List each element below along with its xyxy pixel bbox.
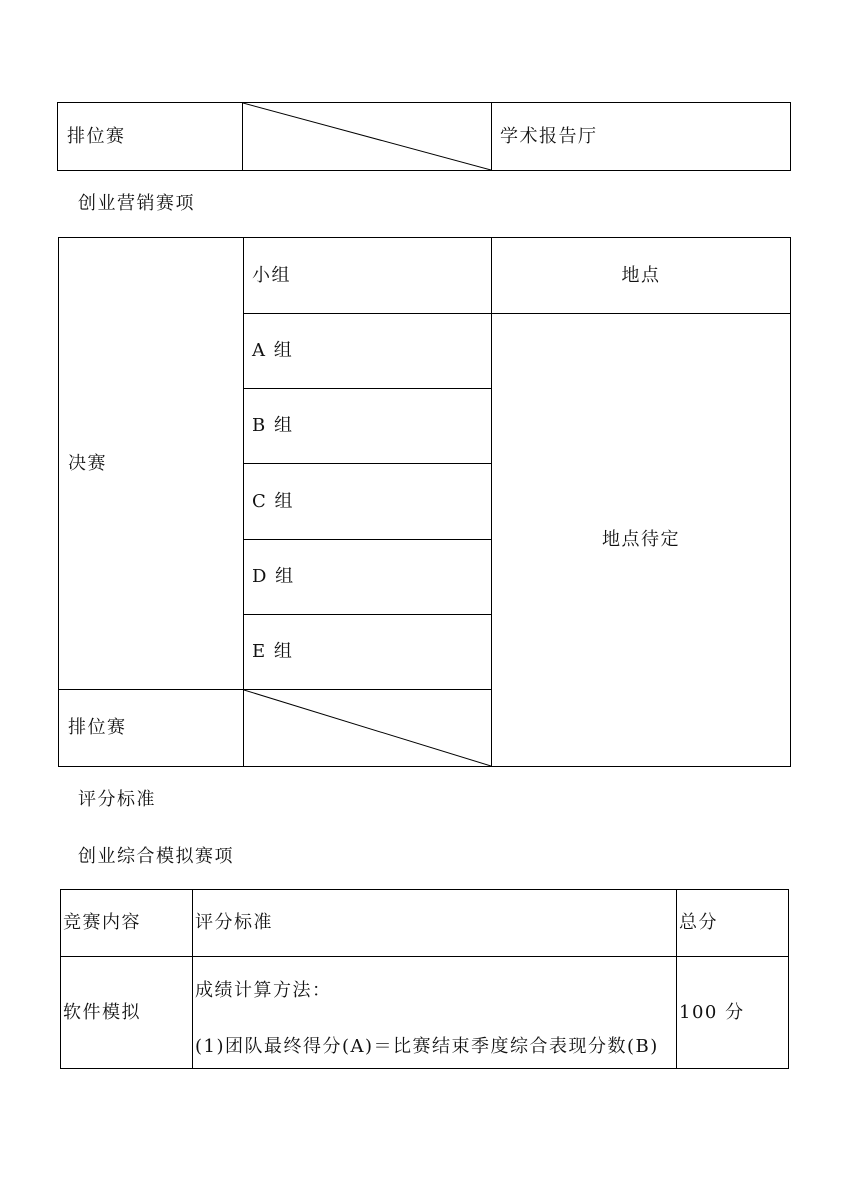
group-header-cell: 小组 (244, 238, 492, 314)
criteria-line: (1)团队最终得分(A)＝比赛结束季度综合表现分数(B) (195, 1036, 659, 1057)
total-cell: 100 分 (677, 957, 789, 1069)
final-label-cell: 决赛 (59, 238, 244, 690)
ranking-label-cell: 排位赛 (58, 103, 243, 171)
group-cell-e: E 组 (244, 615, 492, 690)
location-value-cell: 地点待定 (492, 314, 791, 767)
table-row (58, 103, 791, 171)
group-cell-b: B 组 (244, 389, 492, 464)
section-title-marketing: 创业营销赛项 (78, 193, 195, 214)
diagonal-cell (244, 690, 492, 767)
header-total-cell: 总分 (677, 890, 789, 957)
header-criteria-cell: 评分标准 (193, 890, 677, 957)
table-header-row (61, 890, 789, 957)
location-header-cell: 地点 (492, 238, 791, 314)
diagonal-line-icon (244, 690, 491, 766)
table-header-row (59, 238, 791, 314)
scoring-heading: 评分标准 (78, 789, 156, 810)
group-cell-a: A 组 (244, 314, 492, 389)
content-cell: 软件模拟 (61, 957, 193, 1069)
group-cell-d: D 组 (244, 540, 492, 615)
marketing-schedule-table (58, 237, 791, 767)
location-cell: 学术报告厅 (492, 103, 791, 171)
diagonal-cell (243, 103, 492, 171)
diagonal-line-icon (243, 103, 491, 170)
ranking-location-table (57, 102, 791, 171)
criteria-title: 成绩计算方法： (195, 980, 332, 1001)
group-cell-c: C 组 (244, 464, 492, 540)
scoring-table (60, 889, 789, 1069)
section-title-simulation: 创业综合模拟赛项 (78, 846, 234, 867)
ranking-label-cell: 排位赛 (59, 690, 244, 767)
table-row (61, 957, 789, 1069)
criteria-cell (193, 957, 677, 1069)
header-content-cell: 竞赛内容 (61, 890, 193, 957)
